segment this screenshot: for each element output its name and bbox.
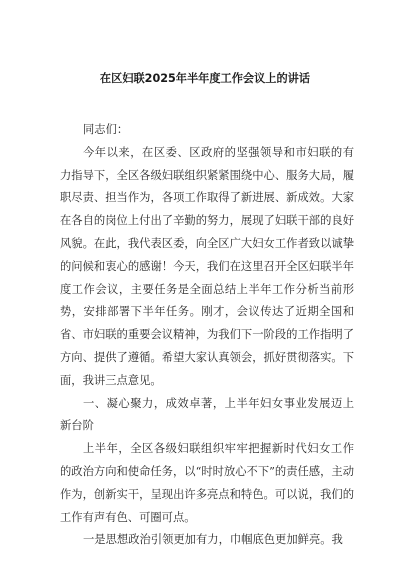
point-1-paragraph: 一是思想政治引领更加有力，巾帼底色更加鲜亮。我 — [83, 533, 343, 547]
opening-paragraph: 今年以来，在区委、区政府的坚强领导和市妇联的有力指导下，全区各级妇联组织紧紧围绕中心、服务大局，履职尽责、担当作为，各项工作取得了新进展、新成效。大家在各自的岗位上付出了辛勤的努力，展现了妇联干部的良好风貌。在此，我代表区委，向全区广大妇女工作者致以诚挚的问候和衷心的感谢！今天，我们在这里召开全区妇联半年度工作会议，主要任务是全面总结上半年工作分析当前形势，安排部署下半年任务。刚才，会议传达了近期全国和省、市妇联的重要会议精神，为我们下一阶段的工作指明了方向、提供了遵循。希望大家认真领会，抓好贯彻落实。下面，我讲三点意见。 — [60, 145, 354, 387]
section-heading-1: 一、凝心聚力，成效卓著，上半年妇女事业发展迈上新台阶 — [60, 396, 354, 433]
salutation: 同志们： — [83, 123, 129, 136]
document-title: 在区妇联2025年半年度工作会议上的讲话 — [99, 72, 311, 85]
section-1-paragraph: 上半年，全区各级妇联组织牢牢把握新时代妇女工作的政治方向和使命任务，以“时时放心不下”的责任感，主动作为，创新实干，呈现出许多亮点和特色。可以说，我们的工作有声有色、可圈可点。 — [60, 442, 354, 524]
document-body — [60, 119, 354, 552]
